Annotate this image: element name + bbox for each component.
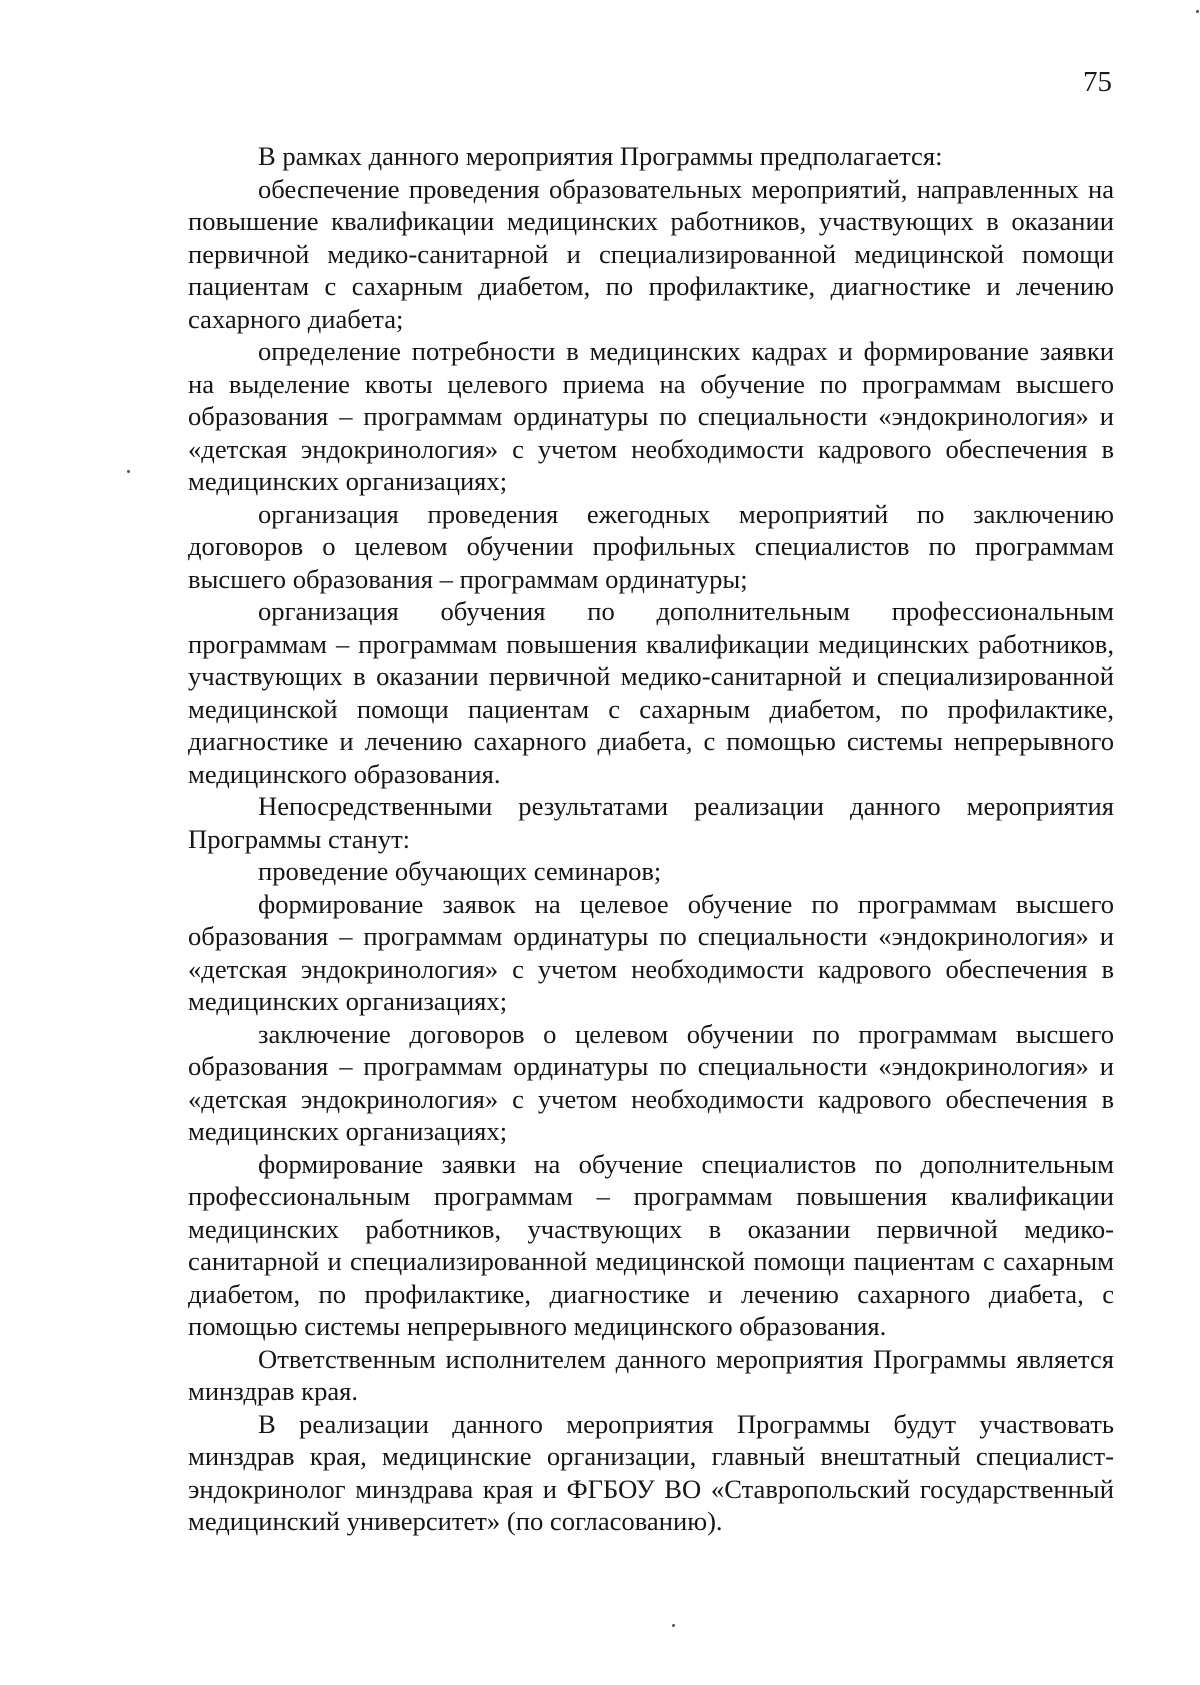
scan-speck bbox=[1196, 10, 1199, 13]
paragraph: формирование заявок на целевое обучение по программам высшего образования – программам ординатуры по специальности «эндокринология» и «детская эндокринология» с учетом необходимости кадрового обеспечения в медицинских организациях; bbox=[188, 888, 1114, 1016]
paragraph: В рамках данного мероприятия Программы предполагается: bbox=[258, 141, 943, 171]
paragraph: организация проведения ежегодных мероприятий по заключению договоров о целевом обучении профильных специалистов по программам высшего образования – программам ординатуры; bbox=[188, 498, 1114, 594]
paragraph: формирование заявки на обучение специалистов по дополнительным профессиональным программам – программам повышения квалификации медицинских работников, участвующих в оказании первичной медико-санитарной и специализированной медицинской помощи пациентам с сахарным диабетом, по профилактике, диагностике и лечению сахарного диабета, с помощью системы непрерывного медицинского образования. bbox=[188, 1148, 1114, 1341]
page-number: 75 bbox=[1083, 66, 1112, 98]
document-body bbox=[188, 140, 1114, 1538]
paragraph: определение потребности в медицинских кадрах и формирование заявки на выделение квоты целевого приема на обучение по программам высшего образования – программам ординатуры по специальности «эндокринология» и «детская эндокринология» с учетом необходимости кадрового обеспечения в медицинских организациях; bbox=[188, 336, 1114, 496]
paragraph: В реализации данного мероприятия Программы будут участвовать минздрав края, медицинские организации, главный внештатный специалист-эндокринолог минздрава края и ФГБОУ ВО «Ставропольский государственный медицинский университет» (по согласованию). bbox=[188, 1408, 1114, 1536]
paragraph: обеспечение проведения образовательных мероприятий, направленных на повышение квалификации медицинских работников, участвующих в оказании первичной медико-санитарной и специализированной медицинской помощи пациентам с сахарным диабетом, по профилактике, диагностике и лечению сахарного диабета; bbox=[188, 173, 1114, 334]
paragraph: организация обучения по дополнительным профессиональным программам – программам повышения квалификации медицинских работников, участвующих в оказании первичной медико-санитарной и специализированной медицинской помощи пациентам с сахарным диабетом, по профилактике, диагностике и лечению сахарного диабета, с помощью системы непрерывного медицинского образования. bbox=[188, 596, 1114, 789]
paragraph: заключение договоров о целевом обучении по программам высшего образования – программам ординатуры по специальности «эндокринология» и «детская эндокринология» с учетом необходимости кадрового обеспечения в медицинских организациях; bbox=[188, 1018, 1114, 1146]
paragraph: Ответственным исполнителем данного мероприятия Программы является минздрав края. bbox=[188, 1343, 1114, 1406]
paragraph: проведение обучающих семинаров; bbox=[258, 856, 662, 886]
scan-speck bbox=[672, 1624, 675, 1627]
paragraph: Непосредственными результатами реализации данного мероприятия Программы станут: bbox=[188, 791, 1114, 854]
scan-speck bbox=[127, 470, 130, 473]
